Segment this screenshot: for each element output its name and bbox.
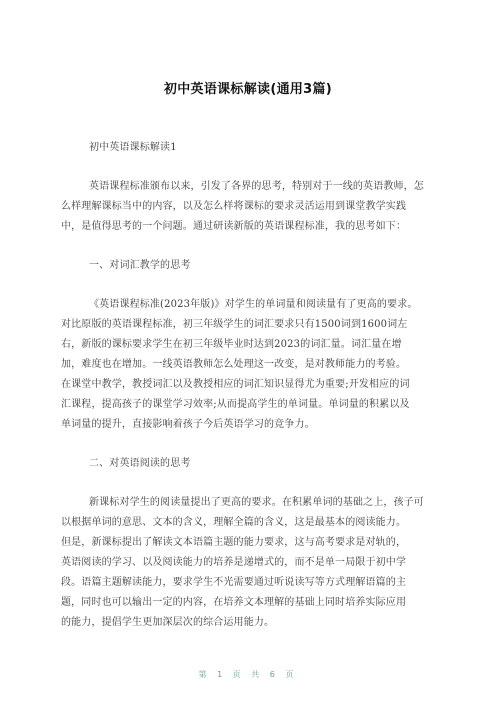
- paragraph-line: 新课标对学生的阅读量提出了更高的要求。在积累单词的基础之上，孩子可: [89, 497, 424, 508]
- paragraph-line: 中，是值得思考的一个问题。通过研读新版的英语课程标准，我的思考如下：: [61, 221, 407, 232]
- paragraph-line: 段。语篇主题解读能力，要求学生不光需要通过听说读写等方式理解语篇的主: [61, 577, 407, 588]
- paragraph-line: 但是，新课标提出了解读文本语篇主题的能力要求，这与高考要求是对轨的，: [61, 537, 407, 548]
- section-heading: 一、对词汇教学的思考: [89, 260, 191, 271]
- paragraph-line: 英语课程标准颁布以来，引发了各界的思考，特别对于一线的英语教师，怎: [89, 181, 424, 192]
- paragraph-line: 汇课程，提高孩子的课堂学习效率;从而提高学生的单词量。单词量的积累以及: [61, 399, 410, 410]
- paragraph-line: 加，难度也在增加。一线英语教师怎么处理这一改变，是对教师能力的考验。: [61, 359, 407, 370]
- paragraph-line: 右，新版的课标要求学生在初三年级毕业时达到2023的词汇量。词汇量在增: [61, 339, 402, 350]
- page-indicator: 第 1 页 共 6 页: [198, 670, 298, 679]
- section-label: 初中英语课标解读1: [89, 142, 177, 153]
- paragraph-line: 题，同时也可以输出一定的内容，在培养文本理解的基础上同时培养实际应用: [61, 597, 407, 608]
- paragraph-line: 在课堂中教学，教授词汇以及教授相应的词汇知识显得尤为重要;开发相应的词: [61, 379, 410, 390]
- paragraph-line: 的能力，提倡学生更加深层次的综合运用能力。: [61, 617, 275, 628]
- paragraph-line: 以根据单词的意思、文本的含义，理解全篇的含义，这是最基本的阅读能力。: [61, 517, 407, 528]
- paragraph-line: 单词量的提升，直接影响着孩子今后英语学习的竞争力。: [61, 419, 315, 430]
- paragraph-line: 对比原版的英语课程标准，初三年级学生的词汇要求只有1500词到1600词左: [61, 319, 408, 330]
- document-title: 初中英语课标解读(通用3篇): [163, 82, 333, 97]
- paragraph-line: 《英语课程标准(2023年版)》对学生的单词量和阅读量有了更高的要求。: [89, 299, 418, 310]
- paragraph-line: 么样理解课标当中的内容，以及怎么样将课标的要求灵活运用到课堂教学实践: [61, 201, 407, 212]
- section-heading: 二、对英语阅读的思考: [89, 458, 191, 469]
- paragraph-line: 英语阅读的学习、以及阅读能力的培养是递增式的，而不是单一局限于初中学: [61, 557, 407, 568]
